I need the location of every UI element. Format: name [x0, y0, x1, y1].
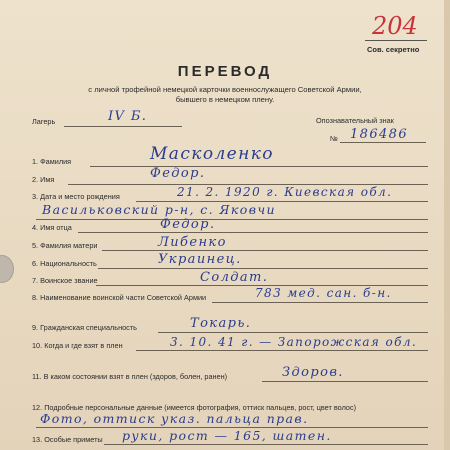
field-13-label [32, 436, 103, 443]
field-text: Гражданская специальность [40, 323, 137, 332]
field-11-line [262, 381, 428, 382]
field-11-value: Здоров. [282, 365, 344, 380]
document-number: 204 [372, 12, 418, 40]
field-3-line2 [36, 219, 428, 220]
field-text: Воинское звание [40, 276, 98, 285]
field-4-value: Федор. [160, 217, 216, 232]
field-1-line [90, 166, 428, 167]
field-9-line [158, 332, 428, 333]
field-5-line [102, 250, 428, 251]
field-text: 2. [32, 175, 39, 184]
camp-value: IV Б. [108, 109, 148, 124]
camp-label: Лагерь [32, 117, 56, 126]
field-text: 10. [32, 341, 43, 350]
secrecy-label: Сов. секретно [367, 45, 420, 54]
field-9-value: Токарь. [190, 316, 252, 331]
field-text: 5. [32, 241, 39, 250]
field-text: 6. [32, 259, 39, 268]
field-7-label [32, 277, 98, 284]
field-text: 7. [32, 276, 39, 285]
tag-line [340, 142, 426, 143]
field-8-line [212, 302, 428, 303]
field-10-label [32, 342, 123, 349]
field-4-line [78, 232, 428, 233]
field-9-label [32, 324, 137, 331]
camp-line [64, 126, 182, 127]
field-text: Когда и где взят в плен [44, 341, 123, 350]
field-4-label [32, 224, 72, 231]
tag-prefix: № [330, 134, 338, 143]
field-text: В каком состоянии взят в плен (здоров, болен, ранен) [43, 372, 228, 381]
field-3-value: 21. 2. 1920 г. Киевская обл. [177, 185, 393, 199]
field-text: Наименование воинской части Советской Армии [40, 293, 207, 302]
field-3-value-line2: Васильковский р-н, с. Яковчи [42, 202, 276, 217]
field-text: Имя [40, 175, 55, 184]
field-text: Особые приметы [44, 435, 103, 444]
field-13-value: руки, рост — 165, шатен. [122, 428, 332, 443]
field-text: 8. [32, 293, 39, 302]
field-7-value: Солдат. [200, 270, 269, 285]
field-10-value: 3. 10. 41 г. — Запорожская обл. [170, 335, 418, 349]
field-text: Имя отца [40, 223, 72, 232]
field-5-value: Либенко [158, 235, 227, 250]
field-6-value: Украинец. [158, 252, 242, 267]
field-2-value: Федор. [150, 166, 206, 181]
field-text: 11. [32, 372, 42, 381]
field-text: Фамилия матери [40, 241, 98, 250]
field-6-line [98, 268, 428, 269]
field-text: 12. [32, 403, 43, 412]
field-6-label [32, 260, 97, 267]
field-5-label [32, 242, 98, 249]
field-1-value: Масколенко [150, 144, 274, 164]
field-2-label [32, 176, 54, 183]
field-10-line [136, 350, 428, 351]
document-title: ПЕРЕВОД [177, 63, 273, 80]
field-text: Национальность [40, 259, 97, 268]
field-1-label [32, 158, 71, 165]
field-8-value: 783 мед. сан. б-н. [255, 286, 392, 300]
field-11-label [32, 373, 227, 380]
field-text: Подробные персональные данные (имеется фотография, оттиск пальцев, рост, цвет волос) [44, 403, 357, 412]
field-text: 13. [32, 435, 43, 444]
field-8-label [32, 294, 206, 301]
field-text: 3. [32, 192, 39, 201]
field-text: Фамилия [40, 157, 72, 166]
field-text: Дата и место рождения [40, 192, 120, 201]
field-12-value: Фото, оттиск указ. пальца прав. [40, 411, 309, 426]
field-13-line [104, 444, 428, 445]
field-text: 9. [32, 323, 39, 332]
document-subtitle-line2: бывшего в немецком плену. [175, 95, 275, 104]
field-3-label [32, 193, 120, 200]
document-subtitle-line1: с личной трофейной немецкой карточки военнослужащего Советской Армии, [88, 85, 362, 94]
field-text: 1. [32, 157, 39, 166]
field-text: 4. [32, 223, 39, 232]
tag-label: Опознавательный знак [316, 116, 394, 125]
secrecy-underline [365, 40, 427, 41]
punch-hole [0, 255, 14, 283]
tag-value: 186486 [350, 127, 409, 142]
